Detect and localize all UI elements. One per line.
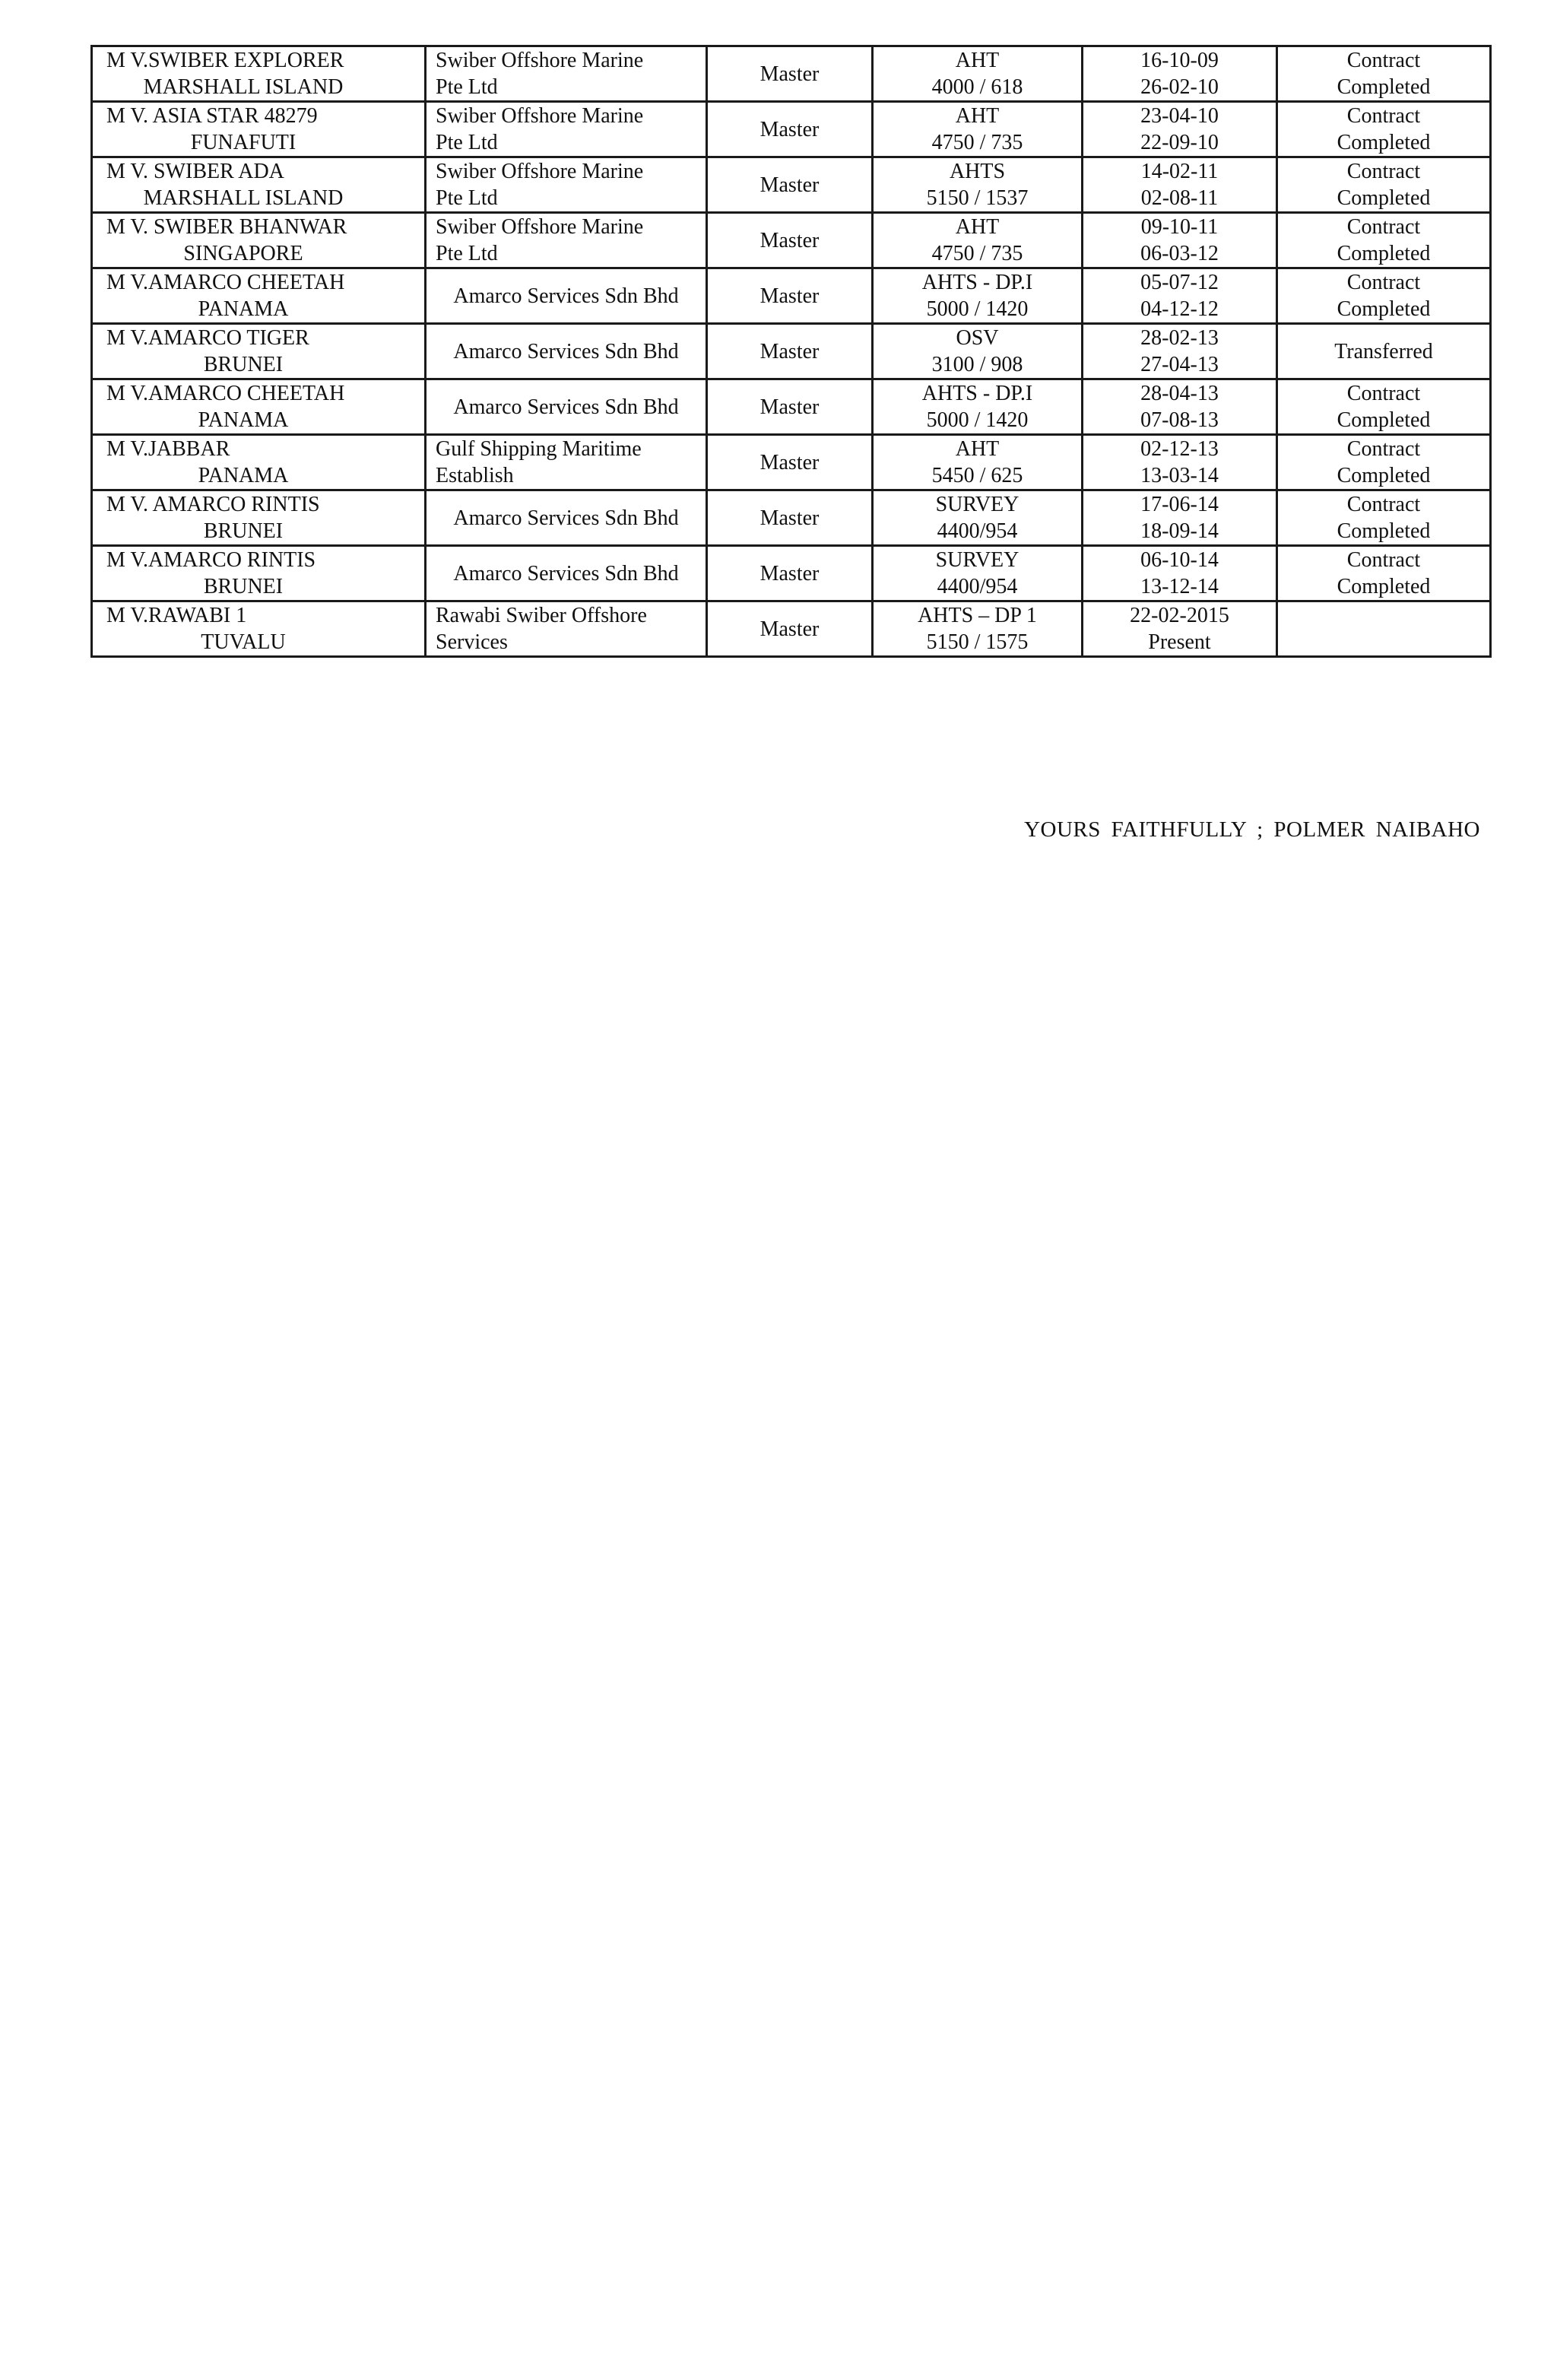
company-name-line: Amarco Services Sdn Bhd [453,284,679,308]
vessel-flag: TUVALU [201,630,286,654]
company-name-line: Amarco Services Sdn Bhd [453,395,679,419]
table-row [92,268,1491,324]
vessel-flag: PANAMA [198,464,289,487]
rank: Master [759,117,820,141]
sign-on-date: 05-07-12 [1140,271,1219,294]
table-row [92,601,1491,657]
company-name-line: Establish [436,464,514,487]
rank: Master [759,395,820,419]
remarks-cell [1277,435,1491,490]
vessel-cell [92,213,426,268]
company-cell [426,490,707,546]
vessel-cell [92,435,426,490]
company-name-line: Pte Ltd [436,131,498,154]
remarks-cell [1277,490,1491,546]
vessel-flag: MARSHALL ISLAND [143,75,344,99]
vessel-specs: 5150 / 1575 [926,630,1029,654]
rank: Master [759,617,820,641]
vessel-specs: 5450 / 625 [931,464,1023,487]
sign-off-date: 13-03-14 [1140,464,1219,487]
company-cell [426,46,707,102]
remarks-cell [1277,546,1491,601]
vessel-type: AHT [955,437,1000,461]
company-cell [426,213,707,268]
table-row [92,546,1491,601]
remark-line: Contract [1346,382,1421,405]
company-name-line: Rawabi Swiber Offshore [436,604,647,627]
remarks-cell [1277,46,1491,102]
vessel-type: SURVEY [935,548,1020,572]
remark-line: Transferred [1334,339,1433,363]
vessel-type: AHTS – DP 1 [918,604,1037,627]
rank: Master [759,339,820,363]
vessel-type-cell [873,102,1083,157]
vessel-type: OSV [956,326,999,350]
service-period-cell [1083,46,1277,102]
service-period-cell [1083,213,1277,268]
vessel-name: M V. AMARCO RINTIS [106,493,320,516]
rank-cell [707,601,873,657]
vessel-cell [92,268,426,324]
vessel-cell [92,379,426,435]
vessel-specs: 4750 / 735 [931,131,1023,154]
rank-cell [707,157,873,213]
sign-off-date: Present [1148,630,1211,654]
vessel-name: M V.AMARCO CHEETAH [106,271,345,294]
rank-cell [707,490,873,546]
company-name-line: Swiber Offshore Marine [436,160,644,183]
remark-line: Completed [1337,297,1431,321]
rank-cell [707,213,873,268]
table-row [92,379,1491,435]
vessel-type: AHT [955,215,1000,239]
sea-service-table-body [92,46,1491,657]
vessel-specs: 5000 / 1420 [926,297,1029,321]
service-period-cell [1083,379,1277,435]
vessel-flag: BRUNEI [203,575,284,598]
company-cell [426,546,707,601]
vessel-flag: SINGAPORE [183,242,303,265]
service-period-cell [1083,546,1277,601]
vessel-type: AHT [955,104,1000,128]
table-row [92,157,1491,213]
remarks-cell [1277,379,1491,435]
vessel-type: SURVEY [935,493,1020,516]
vessel-specs: 5150 / 1537 [926,186,1029,210]
company-name-line: Pte Ltd [436,242,498,265]
remark-line: Contract [1346,160,1421,183]
vessel-type-cell [873,435,1083,490]
vessel-cell [92,102,426,157]
remarks-cell [1277,213,1491,268]
rank-cell [707,324,873,379]
rank: Master [759,506,820,530]
company-name-line: Gulf Shipping Maritime [436,437,642,461]
remark-line: Contract [1346,271,1421,294]
vessel-flag: FUNAFUTI [190,131,296,154]
vessel-cell [92,324,426,379]
rank: Master [759,62,820,86]
vessel-type-cell [873,601,1083,657]
remark-line: Completed [1337,408,1431,432]
vessel-specs: 4400/954 [937,519,1018,543]
company-name-line: Pte Ltd [436,75,498,99]
vessel-specs: 4400/954 [937,575,1018,598]
company-cell [426,268,707,324]
table-row [92,435,1491,490]
sign-off-date: 26-02-10 [1140,75,1219,99]
rank-cell [707,435,873,490]
vessel-name: M V.AMARCO RINTIS [106,548,316,572]
company-name-line: Amarco Services Sdn Bhd [453,339,679,363]
remarks-cell [1277,601,1491,657]
vessel-type: AHTS - DP.I [921,382,1033,405]
vessel-flag: PANAMA [198,408,289,432]
sign-off-date: 06-03-12 [1140,242,1219,265]
sign-off-date: 22-09-10 [1140,131,1219,154]
vessel-specs: 4000 / 618 [931,75,1023,99]
rank-cell [707,379,873,435]
rank-cell [707,546,873,601]
service-period-cell [1083,324,1277,379]
remarks-cell [1277,268,1491,324]
table-row [92,490,1491,546]
company-name-line: Swiber Offshore Marine [436,215,644,239]
remark-line: Completed [1337,519,1431,543]
vessel-type-cell [873,379,1083,435]
vessel-name: M V.JABBAR [106,437,230,461]
remarks-cell [1277,102,1491,157]
remark-line: Completed [1337,464,1431,487]
remark-line: Contract [1346,437,1421,461]
sign-on-date: 28-02-13 [1140,326,1219,350]
vessel-type-cell [873,157,1083,213]
sign-off-date: 27-04-13 [1140,353,1219,376]
sign-on-date: 09-10-11 [1140,215,1219,239]
service-period-cell [1083,490,1277,546]
service-period-cell [1083,435,1277,490]
vessel-type-cell [873,490,1083,546]
sign-on-date: 16-10-09 [1140,49,1219,72]
vessel-cell [92,546,426,601]
company-cell [426,157,707,213]
remark-line: Contract [1346,49,1421,72]
sign-on-date: 14-02-11 [1140,160,1219,183]
remark-line: Completed [1337,75,1431,99]
company-name-line: Swiber Offshore Marine [436,49,644,72]
company-name-line: Pte Ltd [436,186,498,210]
service-period-cell [1083,157,1277,213]
sign-off-date: 18-09-14 [1140,519,1219,543]
vessel-type: AHTS [949,160,1006,183]
table-row [92,324,1491,379]
vessel-flag: BRUNEI [203,353,284,376]
vessel-name: M V.AMARCO CHEETAH [106,382,345,405]
rank: Master [759,450,820,474]
vessel-specs: 5000 / 1420 [926,408,1029,432]
vessel-type-cell [873,46,1083,102]
remark-line: Contract [1346,215,1421,239]
remark-line: Completed [1337,186,1431,210]
remark-line: Contract [1346,493,1421,516]
table-row [92,213,1491,268]
sign-off-date: 07-08-13 [1140,408,1219,432]
company-cell [426,102,707,157]
vessel-name: M V. ASIA STAR 48279 [106,104,318,128]
company-cell [426,601,707,657]
remark-line: Completed [1337,131,1431,154]
remarks-cell [1277,157,1491,213]
sign-on-date: 06-10-14 [1140,548,1219,572]
vessel-name: M V. SWIBER ADA [106,160,284,183]
vessel-name: M V. SWIBER BHANWAR [106,215,347,239]
table-row [92,46,1491,102]
rank-cell [707,268,873,324]
vessel-specs: 4750 / 735 [931,242,1023,265]
sign-on-date: 02-12-13 [1140,437,1219,461]
vessel-type-cell [873,268,1083,324]
service-period-cell [1083,601,1277,657]
vessel-name: M V.AMARCO TIGER [106,326,309,350]
rank-cell [707,46,873,102]
vessel-flag: BRUNEI [203,519,284,543]
remarks-cell [1277,324,1491,379]
rank-cell [707,102,873,157]
company-cell [426,324,707,379]
sign-on-date: 22-02-2015 [1130,604,1229,627]
vessel-specs: 3100 / 908 [931,353,1023,376]
company-name-line: Swiber Offshore Marine [436,104,644,128]
vessel-type-cell [873,324,1083,379]
vessel-type: AHT [955,49,1000,72]
company-name-line: Amarco Services Sdn Bhd [453,561,679,585]
sign-off-date: 13-12-14 [1140,575,1219,598]
vessel-cell [92,601,426,657]
signoff-line: YOURS FAITHFULLY ; POLMER NAIBAHO [1024,817,1480,842]
table-row [92,102,1491,157]
vessel-type: AHTS - DP.I [921,271,1033,294]
vessel-flag: PANAMA [198,297,289,321]
company-cell [426,435,707,490]
remark-line: Completed [1337,575,1431,598]
vessel-flag: MARSHALL ISLAND [143,186,344,210]
sea-service-table [90,45,1492,658]
sign-on-date: 23-04-10 [1140,104,1219,128]
vessel-cell [92,490,426,546]
vessel-type-cell [873,546,1083,601]
sign-on-date: 17-06-14 [1140,493,1219,516]
vessel-cell [92,46,426,102]
company-name-line: Services [436,630,508,654]
rank: Master [759,561,820,585]
company-cell [426,379,707,435]
remark-line: Contract [1346,548,1421,572]
company-name-line: Amarco Services Sdn Bhd [453,506,679,530]
rank: Master [759,284,820,308]
vessel-cell [92,157,426,213]
sign-on-date: 28-04-13 [1140,382,1219,405]
service-period-cell [1083,102,1277,157]
remark-line: Completed [1337,242,1431,265]
sign-off-date: 02-08-11 [1140,186,1219,210]
vessel-type-cell [873,213,1083,268]
service-period-cell [1083,268,1277,324]
sign-off-date: 04-12-12 [1140,297,1219,321]
vessel-name: M V.SWIBER EXPLORER [106,49,344,72]
vessel-name: M V.RAWABI 1 [106,604,247,627]
rank: Master [759,228,820,252]
remark-line: Contract [1346,104,1421,128]
rank: Master [759,173,820,197]
